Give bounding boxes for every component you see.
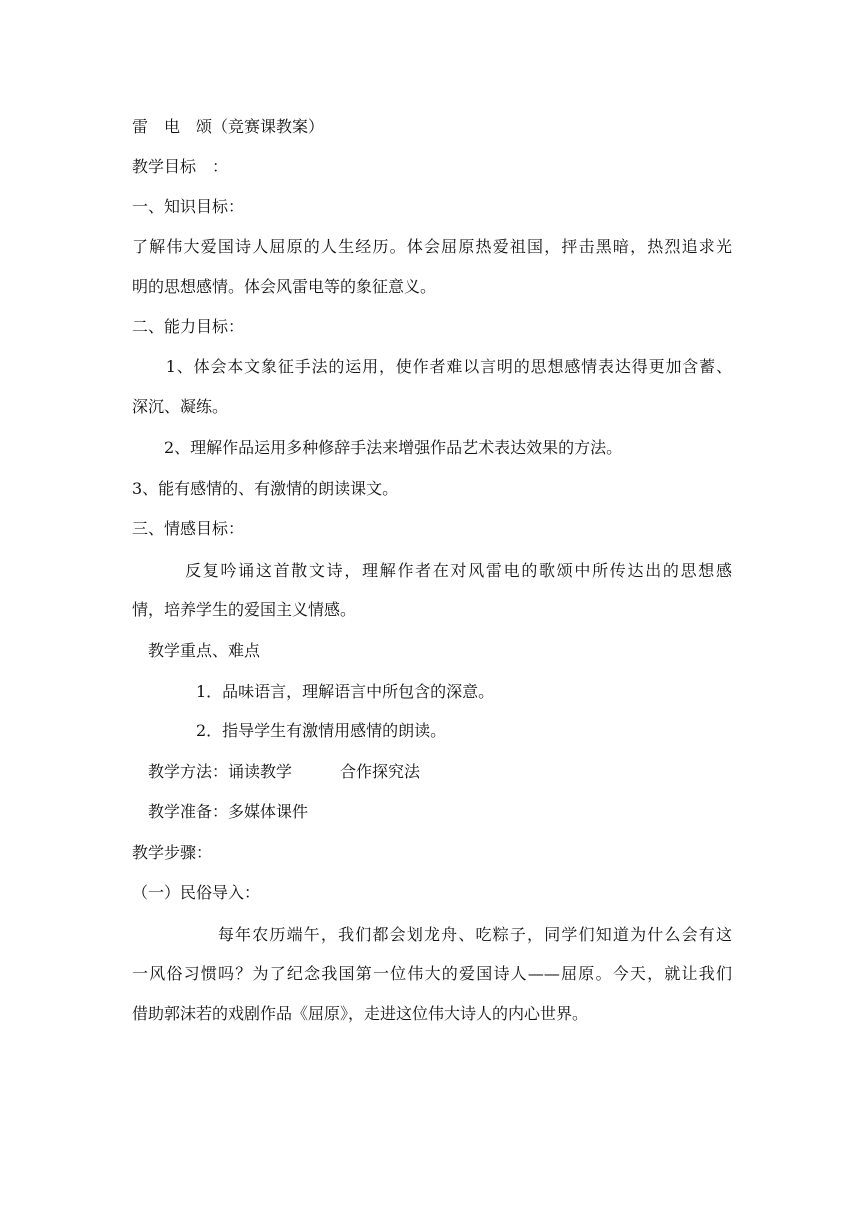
ability-item-3: 3、能有感情的、有激情的朗读课文。 — [132, 479, 399, 498]
ability-item-1-line-1: 1、体会本文象征手法的运用，使作者难以言明的思想感情表达得更加含蓄、 — [132, 357, 732, 376]
focus-item-1: 1．品味语言，理解语言中所包含的深意。 — [132, 682, 495, 701]
ability-item-1-line-2: 深沉、凝练。 — [132, 397, 229, 416]
teaching-preparation: 教学准备：多媒体课件 — [132, 802, 309, 821]
step-1-line-1: 每年农历端午，我们都会划龙舟、吃粽子，同学们知道为什么会有这 — [132, 925, 732, 944]
step-1-line-3: 借助郭沫若的戏剧作品《屈原》，走进这位伟大诗人的内心世界。 — [132, 1004, 589, 1023]
ability-heading: 二、能力目标： — [132, 317, 245, 336]
focus-item-2: 2．指导学生有激情用感情的朗读。 — [132, 721, 447, 740]
emotion-line-1: 反复吟诵这首散文诗，理解作者在对风雷电的歌颂中所传达出的思想感 — [132, 561, 732, 580]
knowledge-line-1: 了解伟大爱国诗人屈原的人生经历。体会屈原热爱祖国，抨击黑暗，热烈追求光 — [132, 237, 732, 256]
objectives-heading: 教学目标 ： — [132, 157, 229, 176]
focus-heading: 教学重点、难点 — [132, 641, 261, 660]
teaching-method: 教学方法：诵读教学 合作探究法 — [132, 762, 421, 781]
ability-item-2: 2、理解作品运用多种修辞手法来增强作品艺术表达效果的方法。 — [132, 438, 623, 457]
knowledge-line-2: 明的思想感情。体会风雷电等的象征意义。 — [132, 277, 437, 296]
emotion-heading: 三、情感目标： — [132, 519, 245, 538]
step-1-line-2: 一风俗习惯吗？为了纪念我国第一位伟大的爱国诗人——屈原。今天，就让我们 — [132, 964, 732, 983]
step-1-heading: （一）民俗导入： — [132, 883, 261, 902]
emotion-line-2: 情，培养学生的爱国主义情感。 — [132, 600, 357, 619]
document-title: 雷 电 颂（竞赛课教案） — [132, 117, 325, 136]
steps-heading: 教学步骤： — [132, 843, 213, 862]
knowledge-heading: 一、知识目标： — [132, 197, 245, 216]
